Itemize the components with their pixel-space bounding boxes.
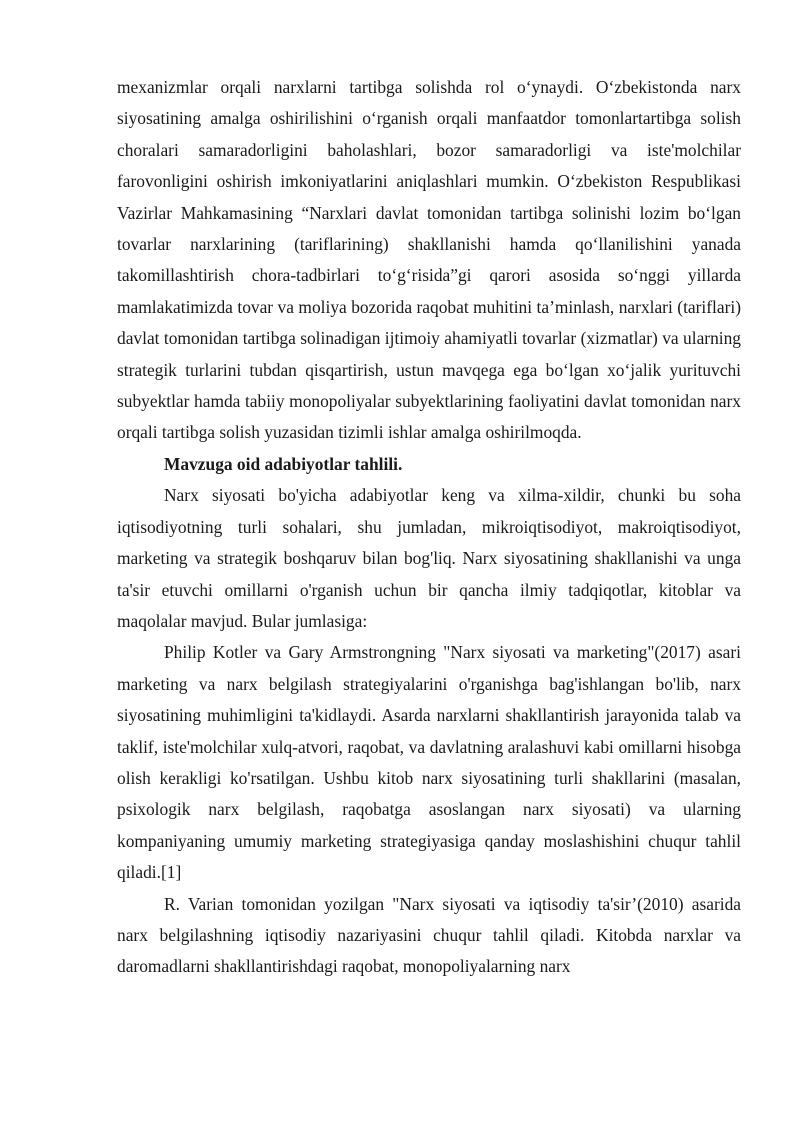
paragraph-4: R. Varian tomonidan yozilgan "Narx siyosati va iqtisodiy ta'sir’(2010) asarida narx belgilashning iqtisodiy nazariyasini chuqur tahlil qiladi. Kitobda narxlar va daromadlarni shakllantirishdagi raqobat, monopoliyalarning narx: [117, 893, 741, 977]
section-heading: Mavzuga oid adabiyotlar tahlili.: [164, 453, 403, 474]
paragraph-2: Narx siyosati bo'yicha adabiyotlar keng va xilma-xildir, chunki bu soha iqtisodiyotning turli sohalari, shu jumladan, mikroiqtisodiyot, makroiqtisodiyot, marketing va strategik boshqaruv bilan bog'liq. Narx siyosatining shakllanishi va unga ta'sir etuvchi omillarni o'rganish uchun bir qancha ilmiy tadqiqotlar, kitoblar va maqolalar mavjud. Bular jumlasiga:: [117, 485, 741, 631]
paragraph-1: mexanizmlar orqali narxlarni tartibga solishda rol o‘ynaydi. O‘zbekistonda narx siyosatining amalga oshirilishini o‘rganish orqali manfaatdor tomonlartartibga solish choralari samaradorligini baholashlari, bozor samaradorligi va iste'molchilar farovonligini oshirish imkoniyatlarini aniqlashlari mumkin. O‘zbekiston Respublikasi Vazirlar Mahkamasining “Narxlari davlat tomonidan tartibga solinishi lozim bo‘lgan tovarlar narxlarining (tariflarining) shakllanishi hamda qo‘llanilishini yanada takomillashtirish chora-tadbirlari to‘g‘risida”gi qarori asosida so‘nggi yillarda mamlakatimizda tovar va moliya bozorida raqobat muhitini ta’minlash, narxlari (tariflari) davlat tomonidan tartibga solinadigan ijtimoiy ahamiyatli tovarlar (xizmatlar) va ularning strategik turlarini tubdan qisqartirish, ustun mavqega ega bo‘lgan xo‘jalik yurituvchi subyektlar hamda tabiiy monopoliyalar subyektlarining faoliyatini davlat tomonidan narx orqali tartibga solish yuzasidan tizimli ishlar amalga oshirilmoqda.: [117, 77, 741, 443]
document-page: [117, 72, 741, 983]
paragraph-3: Philip Kotler va Gary Armstrongning "Narx siyosati va marketing"(2017) asari marketing va narx belgilash strategiyalarini o'rganishga bag'ishlangan bo'lib, narx siyosatining muhimligini ta'kidlaydi. Asarda narxlarni shakllantirish jarayonida talab va taklif, iste'molchilar xulq-atvori, raqobat, va davlatning aralashuvi kabi omillarni hisobga olish kerakligi ko'rsatilgan. Ushbu kitob narx siyosatining turli shakllarini (masalan, psixologik narx belgilash, raqobatga asoslangan narx siyosati) va ularning kompaniyaning umumiy marketing strategiyasiga qanday moslashishini chuqur tahlil qiladi.[1]: [117, 642, 741, 883]
